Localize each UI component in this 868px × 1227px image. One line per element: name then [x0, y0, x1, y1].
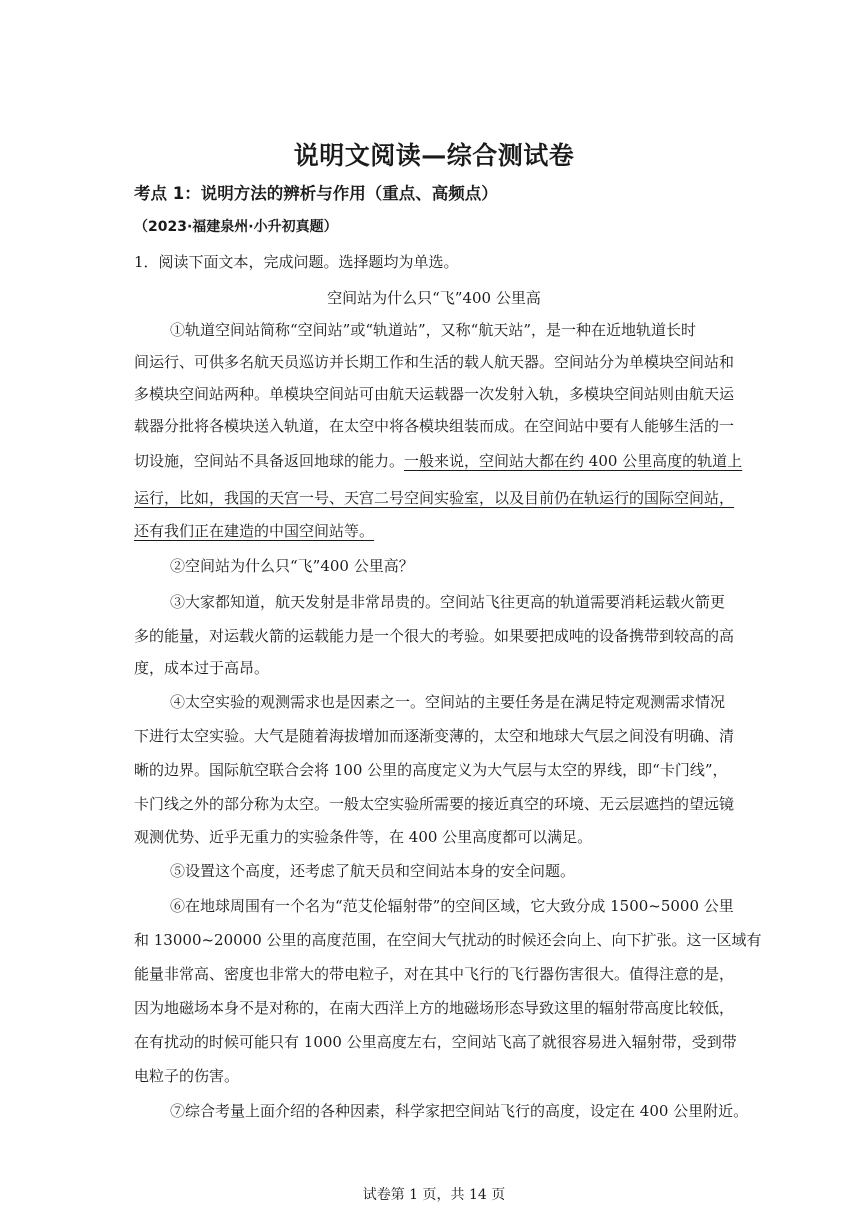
- page-title: 说明文阅读—综合测试卷: [293, 141, 575, 170]
- paragraph-1-line-3: 多模块空间站两种。单模块空间站可由航天运载器一次发射入轨，多模块空间站则由航天运: [134, 385, 735, 403]
- paragraph-4-line-5: 观测优势、近乎无重力的实验条件等，在 400 公里高度都可以满足。: [134, 828, 593, 846]
- paragraph-1-line-4: 载器分批将各模块送入轨道，在太空中将各模块组装而成。在空间站中要有人能够生活的一: [134, 417, 735, 435]
- paragraph-6-line-2: 和 13000~20000 公里的高度范围，在空间大气扰动的时候还会向上、向下扩张。这一区域有: [134, 931, 762, 949]
- question-source: （2023·福建泉州·小升初真题）: [134, 219, 338, 235]
- paragraph-4-line-2: 下进行太空实验。大气是随着海拔增加而逐渐变薄的，太空和地球大气层之间没有明确、清: [134, 727, 735, 745]
- paragraph-1-line-2: 间运行、可供多名航天员巡访并长期工作和生活的载人航天器。空间站分为单模块空间站和: [134, 353, 735, 371]
- paragraph-3-line-1: ③大家都知道，航天发射是非常昂贵的。空间站飞往更高的轨道需要消耗运载火箭更: [170, 593, 726, 611]
- section-heading: 考点 1：说明方法的辨析与作用（重点、高频点）: [134, 184, 498, 203]
- article-title: 空间站为什么只“飞”400 公里高: [327, 289, 541, 307]
- paragraph-1-line-1: ①轨道空间站简称“空间站”或“轨道站”，又称“航天站”，是一种在近地轨道长时: [170, 321, 697, 339]
- paragraph-3-line-2: 多的能量，对运载火箭的运载能力是一个很大的考验。如果要把成吨的设备携带到较高的高: [134, 627, 735, 645]
- paragraph-1-line-5: [134, 451, 742, 471]
- paragraph-6-line-6: 电粒子的伤害。: [134, 1067, 240, 1085]
- paragraph-7: ⑦综合考量上面介绍的各种因素，科学家把空间站飞行的高度，设定在 400 公里附近。: [170, 1102, 749, 1120]
- question-prompt: 1．阅读下面文本，完成问题。选择题均为单选。: [134, 253, 459, 271]
- paragraph-6-line-4: 因为地磁场本身不是对称的，在南大西洋上方的地磁场形态导致这里的辐射带高度比较低，: [134, 999, 735, 1017]
- paragraph-6-line-1: ⑥在地球周围有一个名为“范艾伦辐射带”的空间区域，它大致分成 1500~5000 公里: [170, 897, 734, 915]
- paragraph-1-text: 切设施，空间站不具备返回地球的能力。: [134, 452, 405, 470]
- underlined-sentence: 一般来说，空间站大都在约 400 公里高度的轨道上: [404, 452, 743, 470]
- underlined-sentence: 运行，比如，我国的天宫一号、天宫二号空间实验室，以及目前仍在轨运行的国际空间站，: [134, 489, 735, 507]
- paragraph-2: ②空间站为什么只“飞”400 公里高？: [170, 557, 414, 575]
- paragraph-6-line-5: 在有扰动的时候可能只有 1000 公里高度左右，空间站飞高了就很容易进入辐射带，受到带: [134, 1033, 737, 1051]
- paragraph-4-line-3: 晰的边界。国际航空联合会将 100 公里的高度定义为大气层与太空的界线，即“卡门线”，: [134, 761, 728, 779]
- paragraph-4-line-1: ④太空实验的观测需求也是因素之一。空间站的主要任务是在满足特定观测需求情况: [170, 693, 726, 711]
- paragraph-1-line-6: [134, 488, 734, 508]
- paragraph-4-line-4: 卡门线之外的部分称为太空。一般太空实验所需要的接近真空的环境、无云层遮挡的望远镜: [134, 795, 735, 813]
- underlined-sentence: 还有我们正在建造的中国空间站等。: [134, 522, 375, 540]
- page-footer: 试卷第 1 页，共 14 页: [362, 1187, 506, 1203]
- paragraph-5: ⑤设置这个高度，还考虑了航天员和空间站本身的安全问题。: [170, 862, 576, 880]
- paragraph-6-line-3: 能量非常高、密度也非常大的带电粒子，对在其中飞行的飞行器伤害很大。值得注意的是，: [134, 965, 735, 983]
- paragraph-3-line-3: 度，成本过于高昂。: [134, 659, 270, 677]
- paragraph-1-line-7: [134, 521, 374, 541]
